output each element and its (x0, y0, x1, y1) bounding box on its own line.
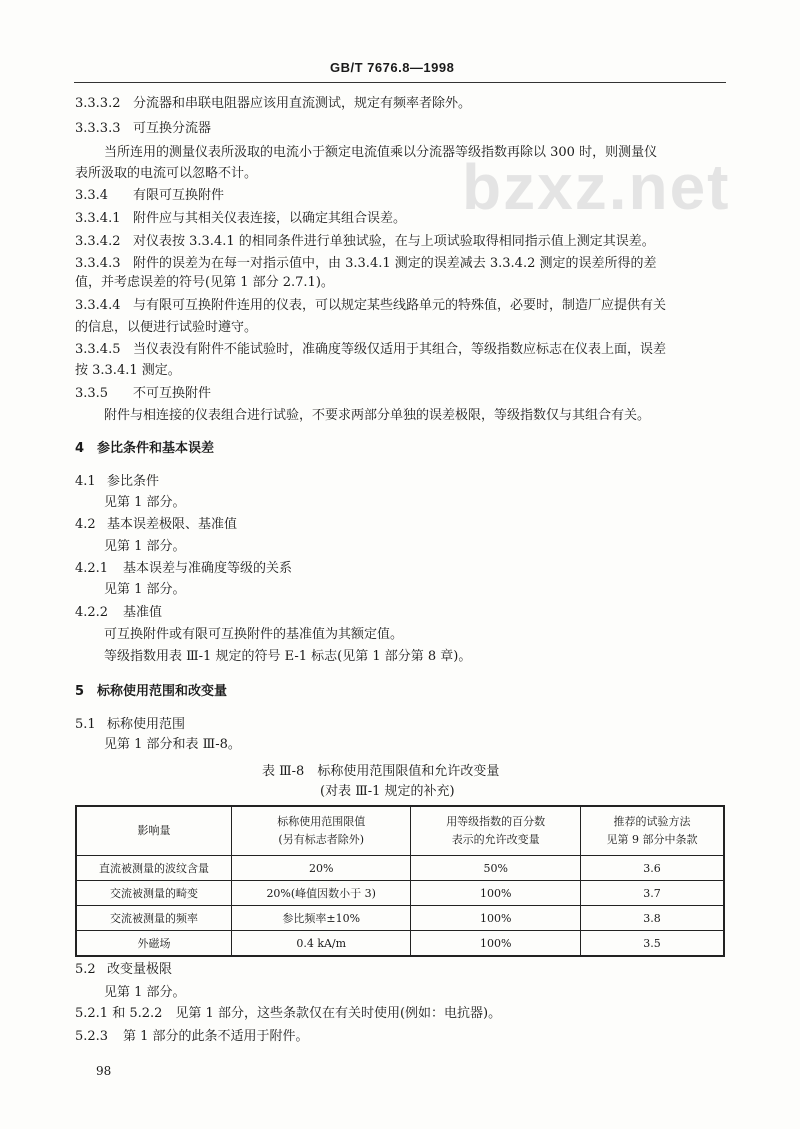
table-cell: 50% (411, 856, 581, 881)
clause-text: 附件的误差为在每一对指示值中，由 3.3.4.1 测定的误差减去 3.3.4.2 测定的误差所得的差 (133, 256, 657, 271)
clause-number: 3.3.3.2 (75, 96, 121, 111)
table-cell: 20% (231, 856, 410, 881)
clause-3-3-4-5 (75, 342, 666, 358)
table-cell: 3.6 (580, 856, 724, 881)
clause-heading: 标称使用范围 (107, 717, 186, 732)
paragraph-line: 等级指数用表 Ⅲ-1 规定的符号 E-1 标志(见第 1 部分第 8 章)。 (104, 649, 472, 664)
table-row (76, 856, 724, 881)
paragraph-line: 当所连用的测量仪表所汲取的电流小于额定电流值乘以分流器等级指数再除以 300 时，则测量仪 (104, 145, 658, 160)
clause-number: 3.3.4 (75, 188, 109, 203)
clause-heading: 可互换分流器 (133, 121, 212, 136)
clause-text: 与有限可互换附件连用的仪表，可以规定某些线路单元的特殊值，必要时，制造厂应提供有关 (133, 298, 667, 313)
section-number: 5 (75, 684, 85, 699)
clause-number: 3.3.5 (75, 386, 109, 401)
clause-4-2 (75, 517, 237, 533)
paragraph-line: 见第 1 部分和表 Ⅲ-8。 (104, 737, 241, 752)
clause-number: 5.2.3 (75, 1029, 109, 1044)
table-cell: 直流被测量的波纹含量 (76, 856, 231, 881)
table-caption: 表 Ⅲ-8 标称使用范围限值和允许改变量 (262, 764, 500, 779)
table-cell: 100% (411, 881, 581, 906)
table-cell: 3.5 (580, 931, 724, 957)
clause-number: 4.2 (75, 517, 96, 532)
table-cell: 100% (411, 931, 581, 957)
paragraph-line: 附件与相连接的仪表组合进行试验，不要求两部分单独的误差极限，等级指数仅与其组合有关。 (104, 408, 651, 423)
column-header: 用等级指数的百分数 表示的允许改变量 (411, 806, 581, 856)
table-cell: 3.8 (580, 906, 724, 931)
clause-text: 第 1 部分的此条不适用于附件。 (123, 1029, 309, 1044)
table-iii-8 (75, 805, 725, 957)
paragraph-line: 见第 1 部分。 (104, 985, 186, 1000)
clause-number: 4.2.2 (75, 605, 109, 620)
clause-heading: 不可互换附件 (133, 386, 212, 401)
paragraph-line: 见第 1 部分。 (104, 582, 186, 597)
clause-number: 3.3.4.2 (75, 234, 121, 249)
clause-3-3-4-4 (75, 298, 666, 314)
table-row (76, 906, 724, 931)
clause-3-3-5 (75, 386, 211, 402)
table-cell: 交流被测量的畸变 (76, 881, 231, 906)
clause-4-1 (75, 474, 159, 490)
column-header: 标称使用范围限值 (另有标志者除外) (231, 806, 410, 856)
clause-3-3-3-2 (75, 96, 471, 112)
section-4-heading (75, 441, 214, 457)
clause-heading: 参比条件 (107, 474, 160, 489)
table-cell: 3.7 (580, 881, 724, 906)
table-cell: 交流被测量的频率 (76, 906, 231, 931)
clause-text: 对仪表按 3.3.4.1 的相同条件进行单独试验，在与上项试验取得相同指示值上测定其误差。 (133, 234, 655, 249)
table-row (76, 881, 724, 906)
paragraph-line: 按 3.3.4.1 测定。 (75, 363, 181, 378)
section-5-heading (75, 684, 227, 700)
clause-number: 3.3.4.4 (75, 298, 121, 313)
clause-text: 当仪表没有附件不能试验时，准确度等级仅适用于其组合，等级指数应标志在仪表上面，误差 (133, 342, 667, 357)
column-header: 推荐的试验方法 见第 9 部分中条款 (580, 806, 724, 856)
table-cell: 外磁场 (76, 931, 231, 957)
clause-number: 4.2.1 (75, 561, 109, 576)
table-header-row (76, 806, 724, 856)
section-title: 标称使用范围和改变量 (97, 684, 228, 699)
standard-code-header: GB/T 7676.8—1998 (330, 60, 455, 75)
paragraph-line: 表所汲取的电流可以忽略不计。 (75, 166, 258, 181)
clause-3-3-3-3 (75, 121, 211, 137)
clause-3-3-4-1 (75, 211, 406, 227)
clause-text: 附件应与其相关仪表连接，以确定其组合误差。 (133, 211, 407, 226)
clause-3-3-4-2 (75, 234, 655, 250)
clause-heading: 基本误差与准确度等级的关系 (123, 561, 293, 576)
clause-3-3-4 (75, 188, 224, 204)
clause-heading: 基本误差极限、基准值 (107, 517, 238, 532)
clause-number: 4.1 (75, 474, 96, 489)
clause-5-2-1-and-5-2-2: 5.2.1 和 5.2.2 见第 1 部分，这些条款仅在有关时使用(例如：电抗器)。 (75, 1006, 502, 1021)
table-cell: 参比频率±10% (231, 906, 410, 931)
section-title: 参比条件和基本误差 (97, 441, 215, 456)
clause-number: 3.3.4.1 (75, 211, 121, 226)
clause-number: 5.1 (75, 717, 96, 732)
table-subcaption: (对表 Ⅲ-1 规定的补充) (320, 784, 455, 799)
paragraph-line: 见第 1 部分。 (104, 495, 186, 510)
clause-5-1 (75, 717, 185, 733)
page-number: 98 (96, 1064, 112, 1078)
header-rule (74, 82, 726, 83)
table-cell: 0.4 kA/m (231, 931, 410, 957)
clause-number: 3.3.4.3 (75, 256, 121, 271)
clause-heading: 有限可互换附件 (133, 188, 225, 203)
clause-4-2-2 (75, 605, 162, 621)
section-number: 4 (75, 441, 85, 456)
table-cell: 100% (411, 906, 581, 931)
clause-heading: 改变量极限 (107, 962, 173, 977)
paragraph-line: 值，并考虑误差的符号(见第 1 部分 2.7.1)。 (75, 275, 334, 290)
clause-heading: 基准值 (123, 605, 163, 620)
paragraph-line: 可互换附件或有限可互换附件的基准值为其额定值。 (104, 627, 404, 642)
clause-3-3-4-3 (75, 256, 657, 272)
clause-text: 分流器和串联电阻器应该用直流测试，规定有频率者除外。 (133, 96, 472, 111)
clause-4-2-1 (75, 561, 292, 577)
table-row (76, 931, 724, 957)
table-cell: 20%(峰值因数小于 3) (231, 881, 410, 906)
watermark: bzxz.net (462, 151, 731, 223)
clause-5-2-3 (75, 1029, 309, 1045)
paragraph-line: 见第 1 部分。 (104, 539, 186, 554)
column-header: 影响量 (76, 806, 231, 856)
clause-number: 3.3.3.3 (75, 121, 121, 136)
paragraph-line: 的信息，以便进行试验时遵守。 (75, 320, 258, 335)
clause-number: 5.2 (75, 962, 96, 977)
clause-5-2 (75, 962, 172, 978)
clause-number: 3.3.4.5 (75, 342, 121, 357)
